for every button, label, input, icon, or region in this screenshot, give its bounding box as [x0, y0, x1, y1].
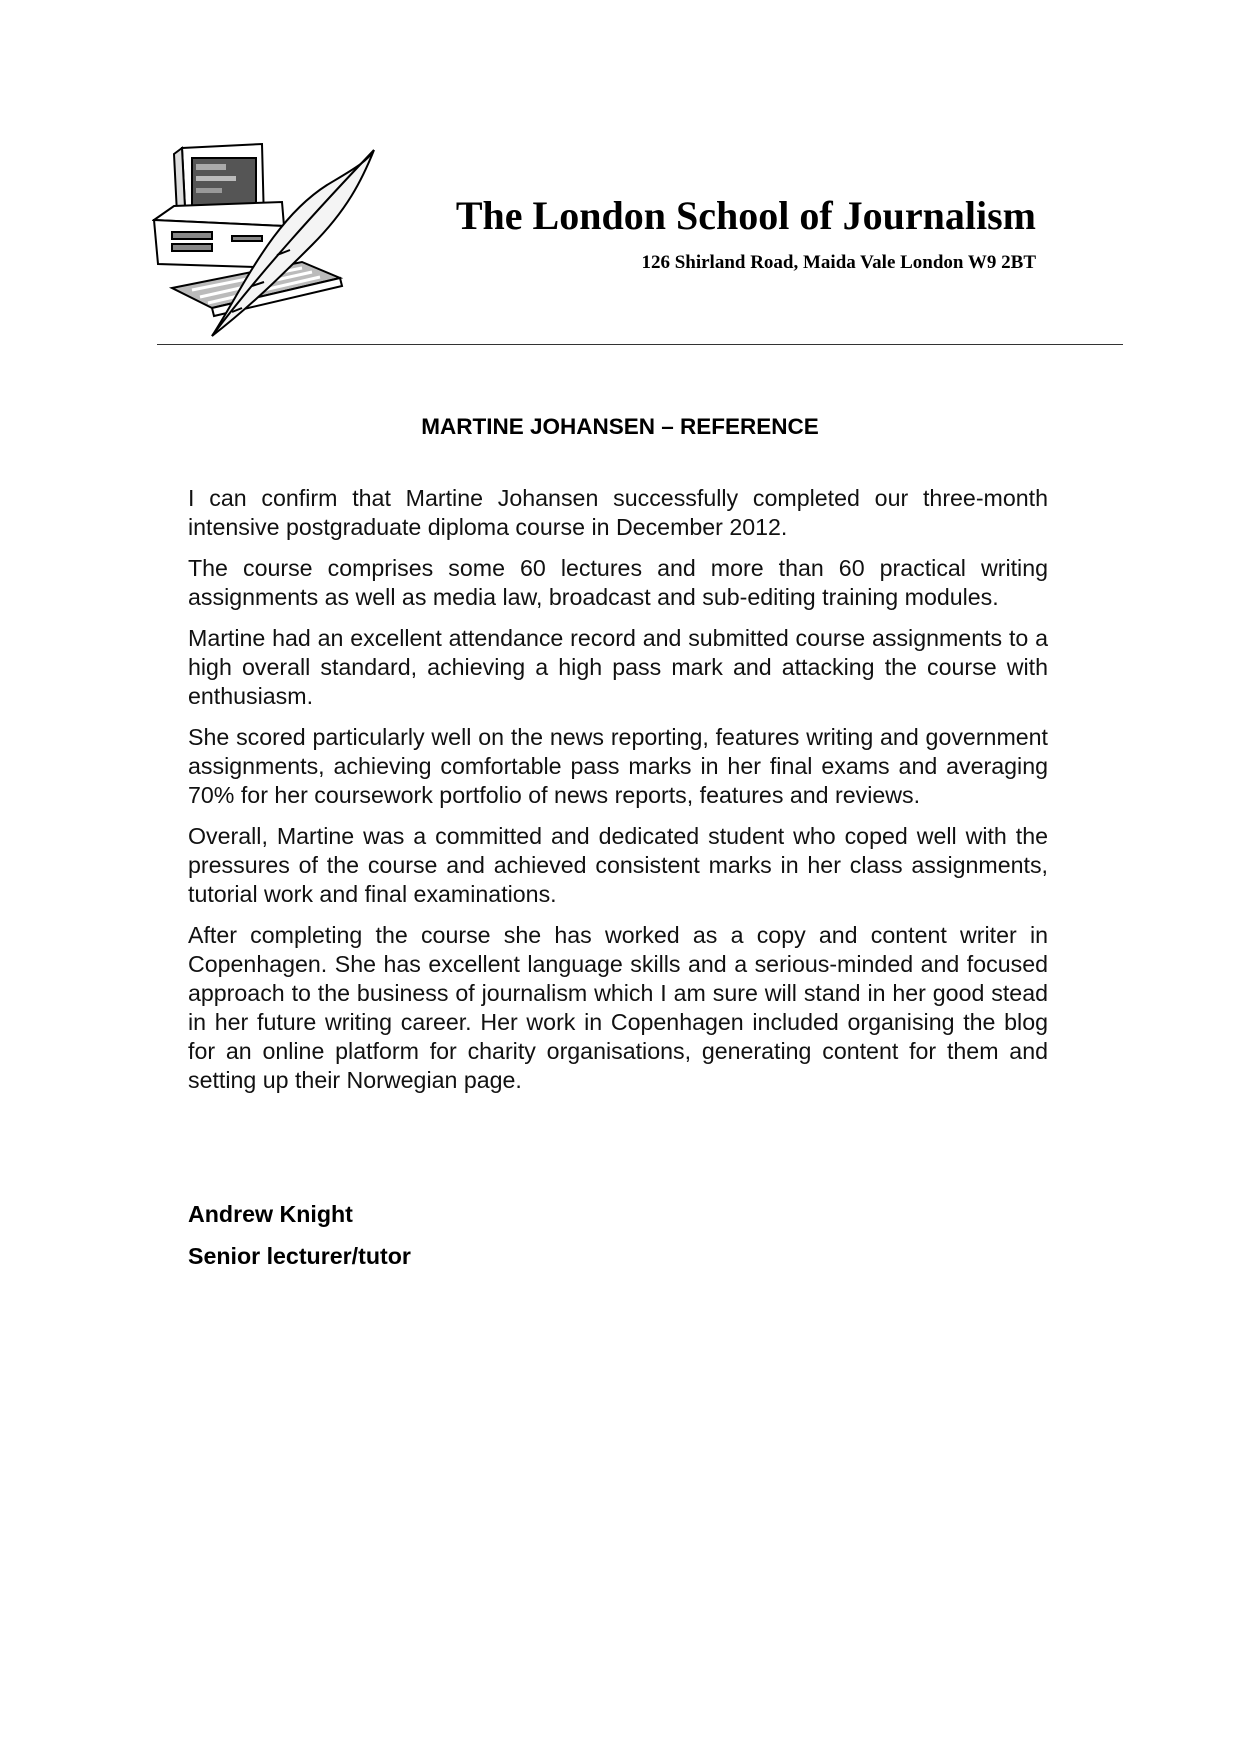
paragraph: I can confirm that Martine Johansen successfully completed our three-month intensive postgraduate diploma course in December 2012. — [188, 485, 1048, 540]
signature-block — [188, 1198, 411, 1282]
signatory-role: Senior lecturer/tutor — [188, 1243, 411, 1269]
paragraph: Martine had an excellent attendance record and submitted course assignments to a high overall standard, achieving a high pass mark and attacking the course with enthusiasm. — [188, 625, 1048, 709]
header-divider — [157, 344, 1123, 345]
signatory-name: Andrew Knight — [188, 1201, 353, 1227]
reference-body — [188, 484, 1048, 1107]
paragraph: Overall, Martine was a committed and dedicated student who coped well with the pressures of the course and achieved consistent marks in her class assignments, tutorial work and final examinations. — [188, 823, 1048, 907]
paragraph: She scored particularly well on the news reporting, features writing and government assignments, achieving comfortable pass marks in her final exams and averaging 70% for her coursework portfolio of news reports, features and reviews. — [188, 724, 1048, 808]
paragraph: The course comprises some 60 lectures and more than 60 practical writing assignments as well as media law, broadcast and sub-editing training modules. — [188, 555, 1048, 610]
paragraph: After completing the course she has worked as a copy and content writer in Copenhagen. She has excellent language skills and a serious-minded and focused approach to the business of journalism which I am sure will stand in her good stead in her future writing career. Her work in Copenhagen included organising the blog for an online platform for charity organisations, generating content for them and setting up their Norwegian page. — [188, 922, 1048, 1093]
computer-and-quill-icon — [152, 140, 392, 340]
document-title: MARTINE JOHANSEN – REFERENCE — [421, 414, 819, 439]
school-address: 126 Shirland Road, Maida Vale London W9 2BT — [641, 252, 1036, 273]
school-name: The London School of Journalism — [455, 193, 1036, 238]
